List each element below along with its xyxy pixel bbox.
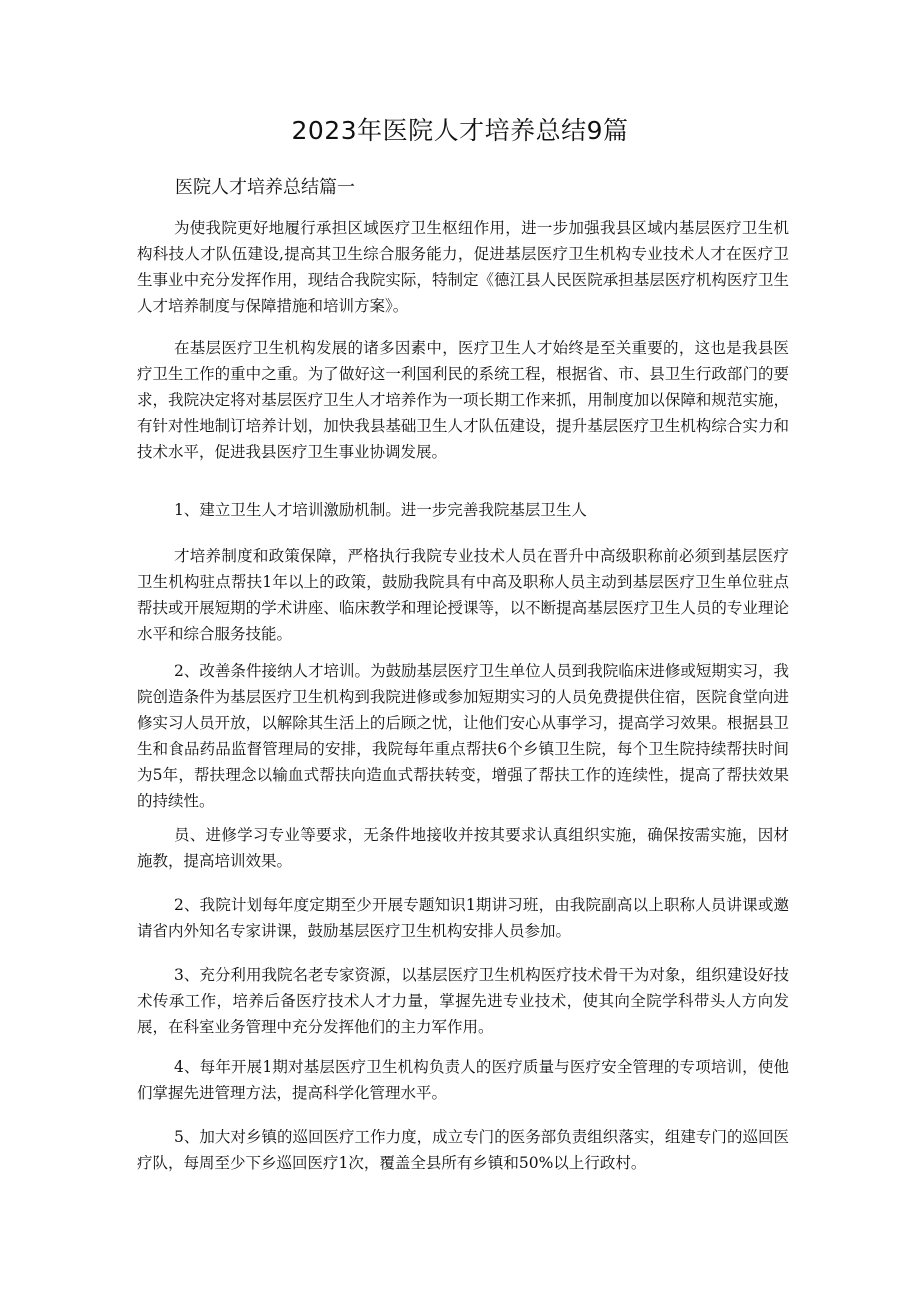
paragraph-continuation: 员、进修学习专业等要求，无条件地接收并按其要求认真组织实施，确保按需实施，因材施教，提高培训效果。 (137, 826, 789, 870)
paragraph-item-1-body: 才培养制度和政策保障，严格执行我院专业技术人员在晋升中高级职称前必须到基层医疗卫生机构驻点帮扶1年以上的政策，鼓励我院具有中高及职称人员主动到基层医疗卫生单位驻点帮扶或开展短期的学术讲座、临床教学和理论授课等，以不断提高基层医疗卫生人员的专业理论水平和综合服务技能。 (137, 547, 789, 643)
paragraph-item-2: 2、改善条件接纳人才培训。为鼓励基层医疗卫生单位人员到我院临床进修或短期实习，我院创造条件为基层医疗卫生机构到我院进修或参加短期实习的人员免费提供住宿，医院食堂向进修实习人员开放，以解除其生活上的后顾之忧，让他们安心从事学习，提高学习效果。根据县卫生和食品药品监督管理局的安排，我院每年重点帮扶6个乡镇卫生院，每个卫生院持续帮扶时间为5年，帮扶理念以输血式帮扶向造血式帮扶转变，增强了帮扶工作的连续性，提高了帮扶效果的持续性。 (137, 662, 789, 810)
paragraph-item-1-heading: 1、建立卫生人才培训激励机制。进一步完善我院基层卫生人 (174, 501, 587, 519)
section-heading: 医院人才培养总结篇一 (175, 177, 355, 198)
paragraph-management-training: 4、每年开展1期对基层医疗卫生机构负责人的医疗质量与医疗安全管理的专项培训，使他们掌握先进管理方法，提高科学化管理水平。 (137, 1058, 789, 1102)
paragraph-mobile-medical: 5、加大对乡镇的巡回医疗工作力度，成立专门的医务部负责组织落实，组建专门的巡回医疗队，每周至少下乡巡回医疗1次，覆盖全县所有乡镇和50%以上行政村。 (137, 1128, 789, 1172)
paragraph-training-class: 2、我院计划每年度定期至少开展专题知识1期讲习班，由我院副高以上职称人员讲课或邀请省内外知名专家讲课，鼓励基层医疗卫生机构安排人员参加。 (137, 896, 789, 940)
paragraph-expert-resources: 3、充分利用我院名老专家资源，以基层医疗卫生机构医疗技术骨干为对象，组织建设好技术传承工作，培养后备医疗技术人才力量，掌握先进专业技术，使其向全院学科带头人方向发展，在科室业务管理中充分发挥他们的主力军作用。 (137, 966, 789, 1036)
paragraph-intro: 为使我院更好地履行承担区域医疗卫生枢纽作用，进一步加强我县区域内基层医疗卫生机构科技人才队伍建设,提高其卫生综合服务能力，促进基层医疗卫生机构专业技术人才在医疗卫生事业中充分发挥作用，现结合我院实际，特制定《德江县人民医院承担基层医疗机构医疗卫生人才培养制度与保障措施和培训方案》。 (137, 219, 789, 315)
paragraph-background: 在基层医疗卫生机构发展的诸多因素中，医疗卫生人才始终是至关重要的，这也是我县医疗卫生工作的重中之重。为了做好这一利国利民的系统工程，根据省、市、县卫生行政部门的要求，我院决定将对基层医疗卫生人才培养作为一项长期工作来抓，用制度加以保障和规范实施，有针对性地制订培养计划，加快我县基础卫生人才队伍建设，提升基层医疗卫生机构综合实力和技术水平，促进我县医疗卫生事业协调发展。 (137, 339, 789, 461)
document-title: 2023年医院人才培养总结9篇 (291, 116, 629, 145)
